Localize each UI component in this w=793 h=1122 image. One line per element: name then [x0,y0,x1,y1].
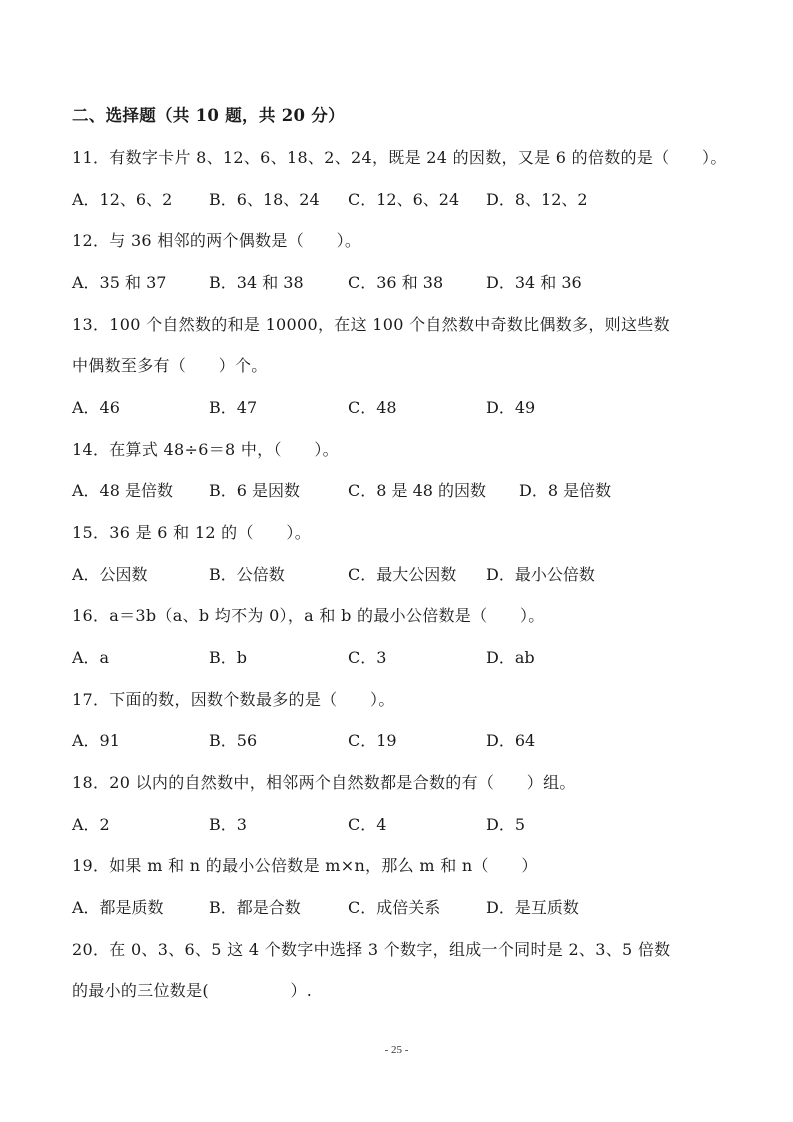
question-16-option-a: A．a [72,648,110,667]
question-12-option-c: C．36 和 38 [348,273,444,292]
question-19-option-c: C．成倍关系 [348,898,441,917]
question-14-option-b: B．6 是因数 [209,481,301,500]
question-16-option-d: D．ab [486,648,535,667]
question-13-option-d: D．49 [486,398,536,417]
question-17-stem: 17．下面的数，因数个数最多的是（ ）。 [72,690,395,709]
question-15-option-d: D．最小公倍数 [486,565,595,584]
question-19-stem: 19．如果 m 和 n 的最小公倍数是 m×n，那么 m 和 n（ ） [72,856,538,875]
question-16-option-c: C．3 [348,648,387,667]
question-12-option-a: A．35 和 37 [72,273,167,292]
question-16-stem: 16．a＝3b（a、b 均不为 0），a 和 b 的最小公倍数是（ ）。 [72,606,545,625]
question-14-option-c: C．8 是 48 的因数 [348,481,487,500]
question-11-option-b: B．6、18、24 [209,190,320,209]
question-15-stem: 15．36 是 6 和 12 的（ ）。 [72,523,311,542]
question-17-option-b: B．56 [209,731,258,750]
question-13-option-c: C．48 [348,398,397,417]
question-16-option-b: B．b [209,648,248,667]
question-11-option-c: C．12、6、24 [348,190,460,209]
question-11-stem: 11．有数字卡片 8、12、6、18、2、24，既是 24 的因数，又是 6 的倍数的是（ ）。 [72,148,727,167]
question-18-option-c: C．4 [348,815,387,834]
question-17-option-a: A．91 [72,731,120,750]
question-12-option-d: D．34 和 36 [486,273,582,292]
question-19-option-d: D．是互质数 [486,898,579,917]
question-17-option-c: C．19 [348,731,397,750]
question-17-option-d: D．64 [486,731,536,750]
question-20-stem-line-2: 的最小的三位数是( ）. [72,981,313,1000]
question-15-option-a: A．公因数 [72,565,148,584]
question-20-stem-line-1: 20．在 0、3、6、5 这 4 个数字中选择 3 个数字，组成一个同时是 2、3、5 倍数 [72,940,671,959]
question-14-option-a: A．48 是倍数 [72,481,174,500]
question-12-option-b: B．34 和 38 [209,273,304,292]
section-title: 二、选择题（共 10 题，共 20 分） [72,106,345,125]
question-14-stem: 14．在算式 48÷6＝8 中，（ ）。 [72,440,339,459]
question-15-option-c: C．最大公因数 [348,565,457,584]
question-12-stem: 12．与 36 相邻的两个偶数是（ ）。 [72,231,362,250]
question-13-stem-line-1: 13．100 个自然数的和是 10000，在这 100 个自然数中奇数比偶数多，则这些数 [72,315,670,334]
question-15-option-b: B．公倍数 [209,565,285,584]
question-19-option-a: A．都是质数 [72,898,164,917]
question-18-option-d: D．5 [486,815,526,834]
question-19-option-b: B．都是合数 [209,898,301,917]
question-18-option-a: A．2 [72,815,110,834]
question-18-stem: 18．20 以内的自然数中，相邻两个自然数都是合数的有（ ）组。 [72,773,576,792]
question-13-stem-line-2: 中偶数至多有（ ）个。 [72,356,268,375]
question-18-option-b: B．3 [209,815,247,834]
question-11-option-a: A．12、6、2 [72,190,173,209]
page-number: - 25 - [384,1044,409,1056]
question-11-option-d: D．8、12、2 [486,190,588,209]
question-13-option-a: A．46 [72,398,120,417]
question-14-option-d: D．8 是倍数 [519,481,612,500]
question-13-option-b: B．47 [209,398,258,417]
